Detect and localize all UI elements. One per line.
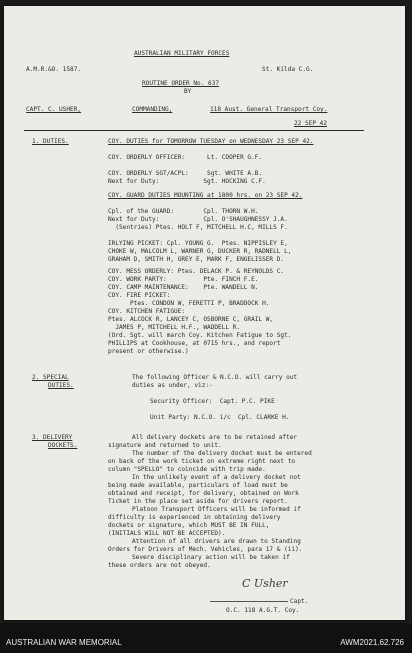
duty-line: COY. CAMP MAINTENANCE: Pte. WANDELL N. — [108, 284, 259, 291]
delivery-line: dockets or signature, which MUST BE IN FULL, — [108, 522, 270, 529]
delivery-line: Ticket in the place set aside for drivers report. — [108, 498, 288, 505]
location: St. Kilda C.G. — [262, 66, 314, 73]
delivery-line: Severe disciplinary action will be taken if — [132, 554, 290, 561]
duty-line: Next for Duty: Cpl. O'SHAUGHNESSY J.A. — [108, 216, 288, 223]
signature-line — [210, 601, 288, 602]
delivery-line: Orders for Drivers of Mech. Vehicles, para 17 & (ii). — [108, 546, 303, 553]
duty-line: COY. ORDERLY OFFICER: Lt. COOPER G.F. — [108, 154, 263, 161]
duty-line: CHOKE W, MALCOLM L, WARNER G, DUCKER R, RADNELL L, — [108, 248, 292, 255]
org-heading: AUSTRALIAN MILITARY FORCES — [134, 50, 230, 57]
duty-line: PHILLIPS at Cookhouse, at 0715 hrs., and report — [108, 340, 281, 347]
archive-footer — [0, 623, 412, 653]
special-line: The following Officer & N.C.O. will carry out — [132, 374, 298, 381]
order-date: 22 SEP 42 — [294, 120, 328, 127]
delivery-line: The number of the delivery docket must be entered — [132, 450, 312, 457]
duty-line: COY. ORDERLY SGT/ACPL: Sgt. WHITE A.B. — [108, 170, 263, 177]
delivery-line: column "SPELLO" to coincide with trip made. — [108, 466, 266, 473]
delivery-line: (INITIALS WILL NOT BE ACCEPTED). — [108, 530, 226, 537]
officer-role: COMMANDING, — [132, 106, 173, 113]
header-rule — [24, 130, 364, 131]
duty-line: COY. WORK PARTY: Pte. FINCH F.E. — [108, 276, 259, 283]
duty-line: GRAHAM D, SMITH H, GREY E, MARK F, ENGELISSER D. — [108, 256, 285, 263]
delivery-line: obtained and receipt, for delivery, obtained on Work — [108, 490, 299, 497]
duty-line: IRLYING PICKET: Cpl. YOUNG G. Ptes. NIPPISLEY E, — [108, 240, 288, 247]
duty-line: COY. FIRE PICKET: — [108, 292, 171, 299]
duty-line: JAMES P, MITCHELL H.F., WADDELL R. — [108, 324, 241, 331]
officer-name: CAPT. C. USHER, — [26, 106, 82, 113]
special-line: duties as under, viz:- — [132, 382, 213, 389]
delivery-line: All delivery dockets are to be retained after — [132, 434, 298, 441]
special-line: Security Officer: Capt. P.C. PIKE — [150, 398, 275, 405]
delivery-line: signature and returned to unit. — [108, 442, 222, 449]
delivery-line: In the unlikely event of a delivery docket not — [132, 474, 301, 481]
duty-line: Ptes. CONDON W, FERETTI P, BRADDOCK H. — [108, 300, 270, 307]
duty-line: (Ord. Sgt. will march Coy. Kitchen Fatigue to Sgt. — [108, 332, 292, 339]
duty-line: COY. DUTIES for TOMORROW TUESDAY on WEDNESDAY 23 SEP 42. — [108, 138, 314, 145]
duty-line: Ptes. ALCOCK R, LANCEY C, OSBORNE C, GRAIL W, — [108, 316, 274, 323]
delivery-line: difficulty is experienced in obtaining delivery — [108, 514, 281, 521]
reference-number: A.M.R.&O. 1587. — [26, 66, 82, 73]
delivery-line: these orders are not obeyed. — [108, 562, 211, 569]
section-3-title: 3. DELIVERY — [32, 434, 73, 441]
duty-line: COY. KITCHEN FATIGUE: — [108, 308, 186, 315]
special-line: Unit Party: N.C.O. i/c Cpl. CLARKE H. — [150, 414, 290, 421]
delivery-line: Platoon Transport Officers will be informed if — [132, 506, 301, 513]
section-2-subtitle: DUTIES. — [48, 382, 74, 389]
section-3-subtitle: DOCKETS. — [48, 442, 78, 449]
section-2-title: 2. SPECIAL — [32, 374, 69, 381]
duty-line: present or otherwise.) — [108, 348, 189, 355]
footer-catalogue-id: AWM2021.62.726 — [340, 638, 404, 647]
order-title: ROUTINE ORDER No. 637 — [142, 80, 220, 87]
duty-line: (Sentries) Ptes. HOLT F, MITCHELL H.C, MILLS F. — [108, 224, 288, 231]
section-1-title: 1. DUTIES. — [32, 138, 69, 145]
unit-name: 118 Aust. General Transport Coy. — [210, 106, 328, 113]
duty-line: Cpl. of the GUARD: Cpl. THORN W.H. — [108, 208, 259, 215]
delivery-line: being made available, particulars of load must be — [108, 482, 288, 489]
footer-institution: AUSTRALIAN WAR MEMORIAL — [6, 638, 122, 647]
delivery-line: on back of the work ticket on extreme right next to — [108, 458, 296, 465]
duty-line: COY. GUARD DUTIES MOUNTING at 1800 hrs. on 23 SEP 42. — [108, 192, 303, 199]
delivery-line: Attention of all drivers are drawn to Standing — [132, 538, 301, 545]
signatory-title: O.C. 118 A.G.T. Coy. — [226, 607, 300, 614]
duty-line: Next for Duty: Sgt. HOCKING C.F. — [108, 178, 266, 185]
handwritten-signature: C Usher — [242, 577, 288, 590]
duty-line: COY. MESS ORDERLY: Ptes. DELACK P. & REYNOLDS C. — [108, 268, 285, 275]
order-by: BY — [184, 88, 192, 95]
signatory-rank: Capt. — [290, 598, 309, 605]
document-page — [4, 6, 405, 620]
